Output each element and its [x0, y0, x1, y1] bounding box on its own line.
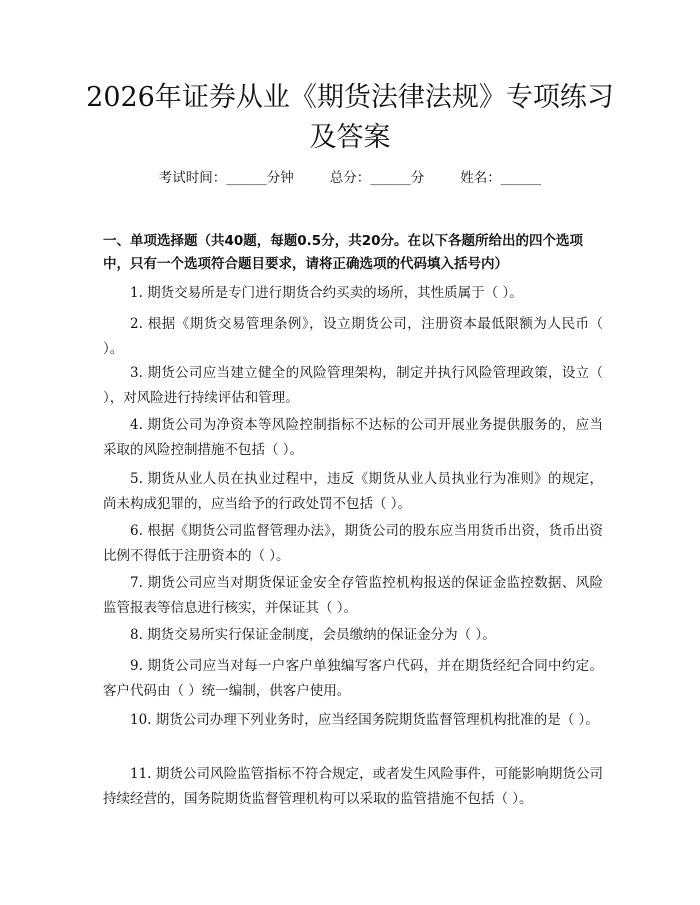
name-field: 姓名：______ [460, 170, 542, 186]
question-item: 5. 期货从业人员在执业过程中，违反《期货从业人员执业行为准则》的规定，尚未构成犯罪的，应当给予的行政处罚不包括（ ）。 [103, 471, 603, 512]
total-score-field: 总分：______分 [329, 170, 425, 186]
question-item: 6. 根据《期货公司监督管理办法》，期货公司的股东应当用货币出资，货币出资比例不得低于注册资本的（ ）。 [103, 523, 603, 564]
question-item: 11. 期货公司风险监管指标不符合规定，或者发生风险事件，可能影响期货公司持续经营的，国务院期货监督管理机构可以采取的监管措施不包括（ ）。 [103, 766, 603, 807]
question-item: 1. 期货交易所是专门进行期货合约买卖的场所，其性质属于（ ）。 [130, 285, 523, 301]
title-line-1: 2026年证券从业《期货法律法规》专项练习 [86, 82, 614, 113]
question-item: 8. 期货交易所实行保证金制度，会员缴纳的保证金分为（ ）。 [130, 627, 496, 643]
document-title [0, 78, 700, 158]
question-item: 9. 期货公司应当对每一户客户单独编写客户代码，并在期货经纪合同中约定。客户代码由（ ）统一编制，供客户使用。 [103, 658, 603, 699]
question-item: 7. 期货公司应当对期货保证金安全存管监控机构报送的保证金监控数据、风险监管报表等信息进行核实，并保证其（ ）。 [103, 575, 603, 616]
exam-time-field: 考试时间：______分钟 [158, 170, 294, 186]
section-heading: 一、单项选择题（共40题，每题0.5分，共20分。在以下各题所给出的四个选项中，只有一个选项符合题目要求，请将正确选项的代码填入括号内） [103, 233, 583, 272]
title-line-2: 及答案 [309, 122, 391, 153]
question-item: 4. 期货公司为净资本等风险控制指标不达标的公司开展业务提供服务的，应当采取的风险控制措施不包括（ ）。 [103, 417, 603, 458]
question-item: 2. 根据《期货交易管理条例》，设立期货公司，注册资本最低限额为人民币（ ）。 [103, 316, 603, 357]
question-item: 10. 期货公司办理下列业务时，应当经国务院期货监督管理机构批准的是（ ）。 [130, 712, 599, 728]
exam-info-line [0, 168, 700, 188]
question-item: 3. 期货公司应当建立健全的风险管理架构，制定并执行风险管理政策，设立（ ），对风险进行持续评估和管理。 [103, 365, 603, 406]
